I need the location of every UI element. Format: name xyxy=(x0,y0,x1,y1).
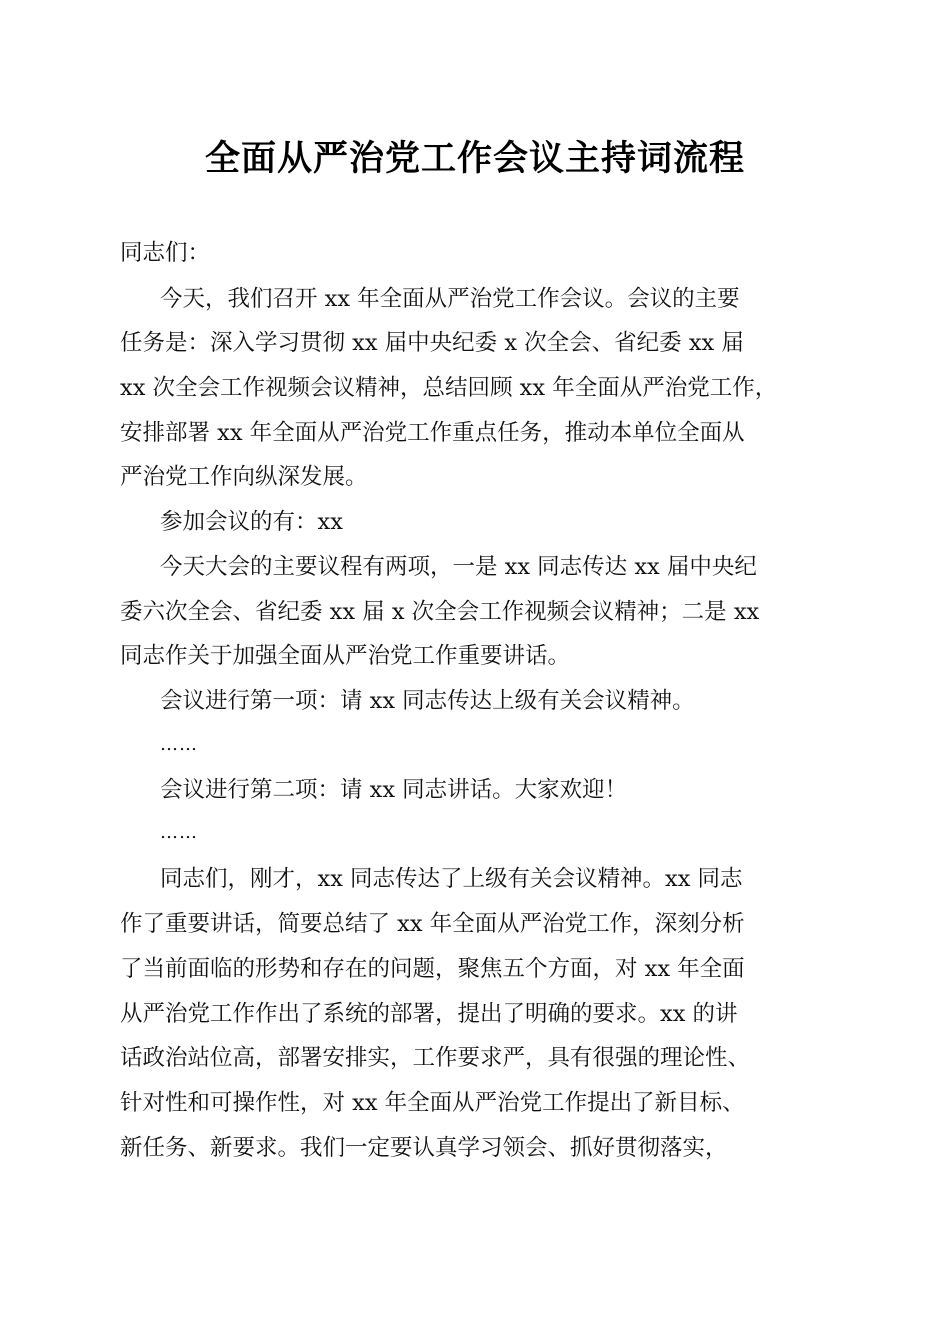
agenda-item-two: 会议进行第二项：请 xx 同志讲话。大家欢迎！ xyxy=(160,777,628,803)
greeting-line: 同志们： xyxy=(120,240,211,266)
paragraph-line: 今天，我们召开 xx 年全面从严治党工作会议。会议的主要 xyxy=(160,286,740,312)
paragraph-line: 针对性和可操作性，对 xx 年全面从严治党工作提出了新目标、 xyxy=(120,1090,745,1116)
paragraph-line: 同志们，刚才，xx 同志传达了上级有关会议精神。xx 同志 xyxy=(160,866,743,892)
ellipsis-line: …… xyxy=(160,822,198,843)
paragraph-line: xx 次全会工作视频会议精神，总结回顾 xx 年全面从严治党工作， xyxy=(120,375,778,401)
paragraph-line: 话政治站位高，部署安排实，工作要求严，具有很强的理论性、 xyxy=(120,1045,751,1071)
paragraph-line: 任务是：深入学习贯彻 xx 届中央纪委 x 次全会、省纪委 xx 届 xyxy=(120,330,744,356)
paragraph-line: 安排部署 xx 年全面从严治党工作重点任务，推动本单位全面从 xyxy=(120,420,745,446)
paragraph-line: 委六次全会、省纪委 xx 届 x 次全会工作视频会议精神；二是 xx xyxy=(120,599,760,625)
paragraph-line: 从严治党工作作出了系统的部署，提出了明确的要求。xx 的讲 xyxy=(120,1001,738,1027)
attendees-line: 参加会议的有：xx xyxy=(160,509,343,535)
paragraph-line: 了当前面临的形势和存在的问题，聚焦五个方面，对 xx 年全面 xyxy=(120,956,745,982)
paragraph-line: 严治党工作向纵深发展。 xyxy=(120,464,368,490)
ellipsis-line: …… xyxy=(160,734,198,755)
paragraph-line: 新任务、新要求。我们一定要认真学习领会、抓好贯彻落实， xyxy=(120,1135,728,1161)
paragraph-line: 今天大会的主要议程有两项，一是 xx 同志传达 xx 届中央纪 xyxy=(160,554,757,580)
paragraph-line: 作了重要讲话，简要总结了 xx 年全面从严治党工作，深刻分析 xyxy=(120,911,745,937)
agenda-item-one: 会议进行第一项：请 xx 同志传达上级有关会议精神。 xyxy=(160,688,695,714)
paragraph-line: 同志作关于加强全面从严治党工作重要讲话。 xyxy=(120,643,571,669)
document-title: 全面从严治党工作会议主持词流程 xyxy=(204,138,745,179)
